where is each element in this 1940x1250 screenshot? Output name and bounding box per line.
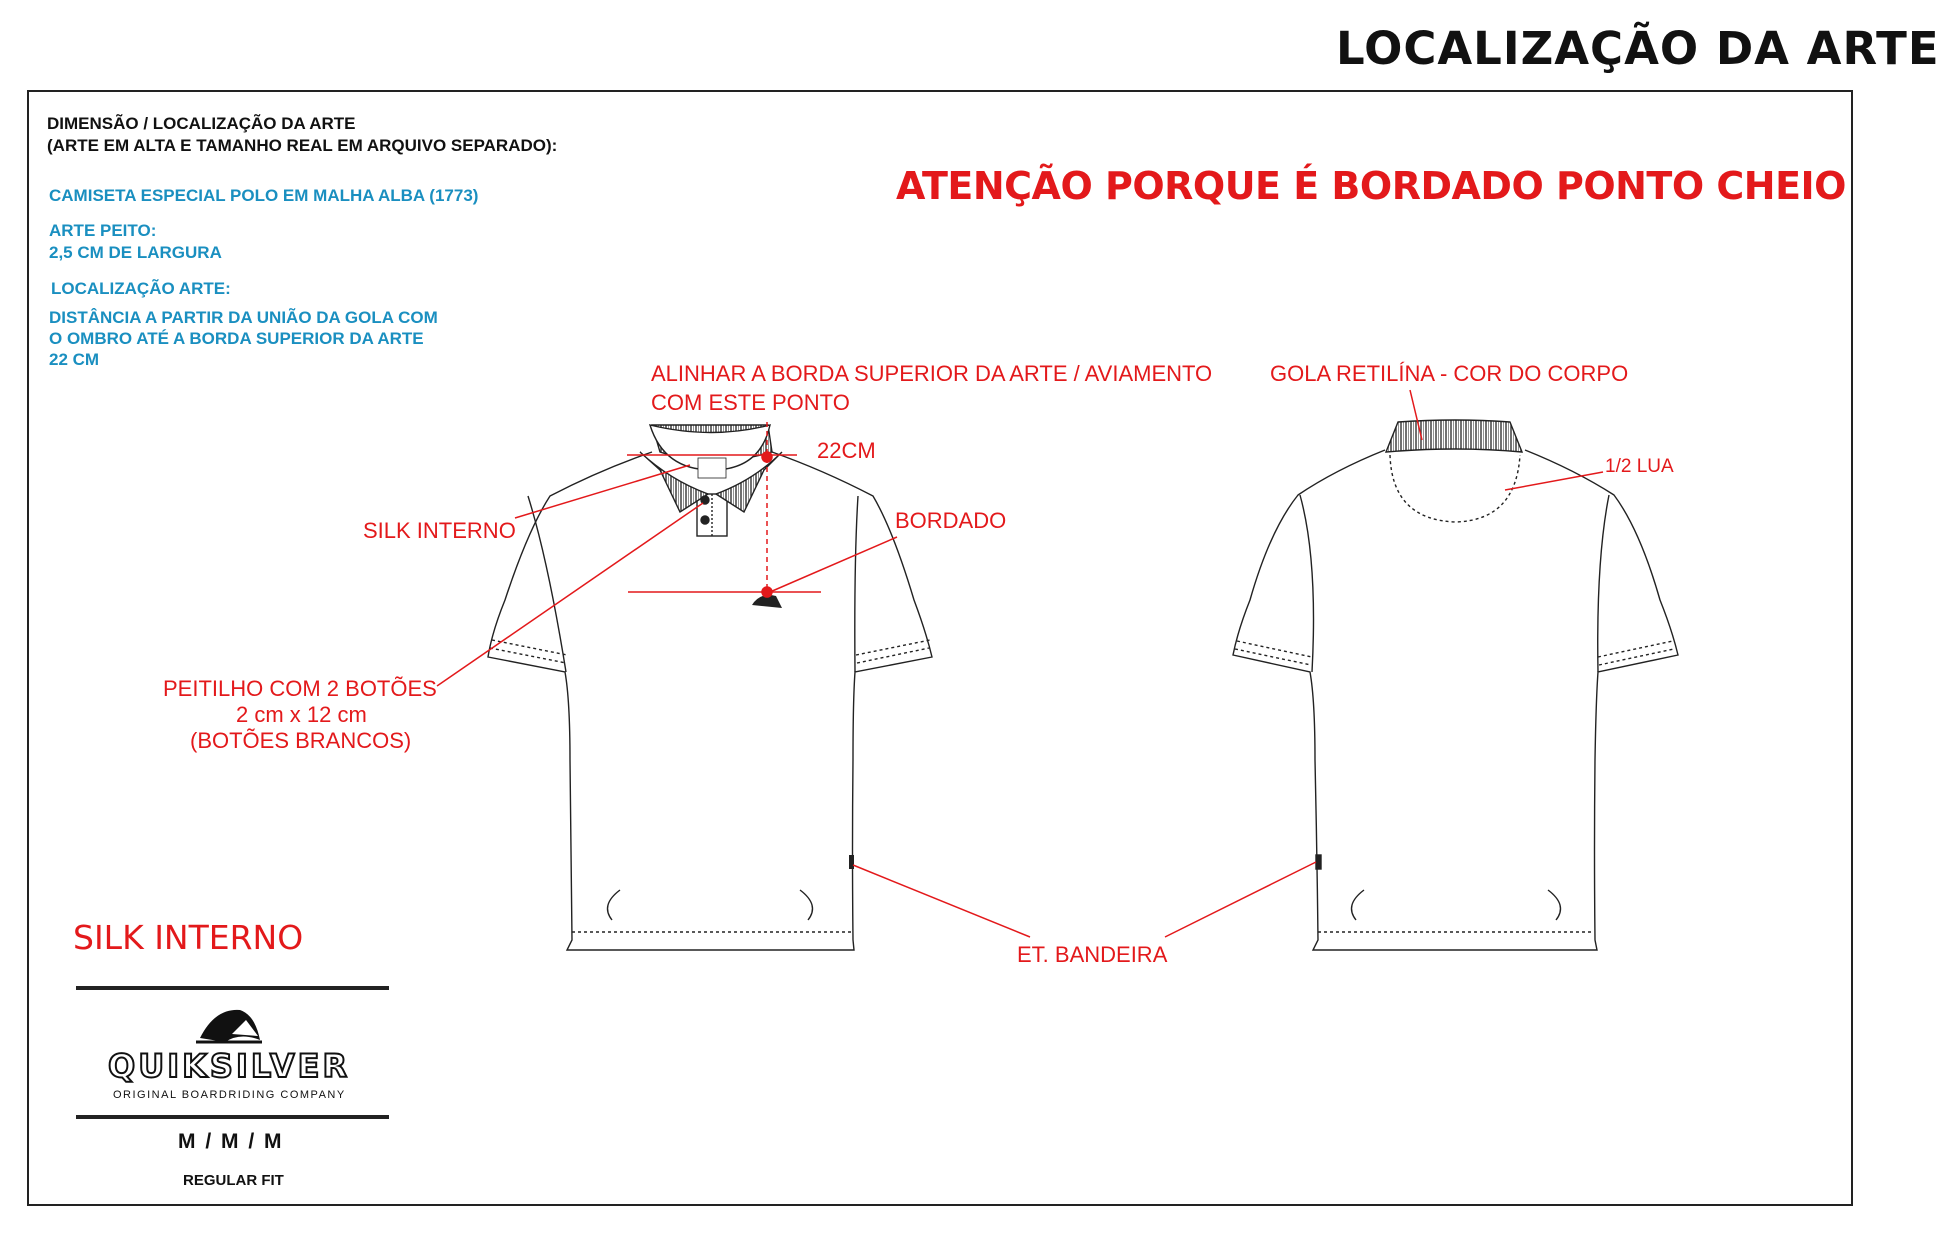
localizacao-line-2: O OMBRO ATÉ A BORDA SUPERIOR DA ARTE [49, 329, 424, 348]
product-name: CAMISETA ESPECIAL POLO EM MALHA ALBA (1773) [49, 186, 479, 205]
peitilho-line-3: (BOTÕES BRANCOS) [190, 728, 412, 753]
silk-interno-label: SILK INTERNO [363, 518, 516, 543]
align-note-line-1: ALINHAR A BORDA SUPERIOR DA ARTE / AVIAMENTO [651, 361, 1213, 386]
header-line-1: DIMENSÃO / LOCALIZAÇÃO DA ARTE [47, 114, 356, 133]
localizacao-line-1: DISTÂNCIA A PARTIR DA UNIÃO DA GOLA COM [49, 308, 438, 327]
fit-text: REGULAR FIT [183, 1172, 284, 1189]
align-note-line-2: COM ESTE PONTO [651, 390, 850, 415]
page-title: LOCALIZAÇÃO DA ARTE [1336, 22, 1940, 75]
peitilho-line-2: 2 cm x 12 cm [236, 702, 367, 727]
meia-lua-label: 1/2 LUA [1605, 456, 1674, 477]
warning-heading: ATENÇÃO PORQUE É BORDADO PONTO CHEIO [896, 164, 1846, 208]
measure-label: 22CM [817, 438, 876, 463]
arte-peito-label: ARTE PEITO: [49, 221, 157, 240]
gola-label: GOLA RETILÍNA - COR DO CORPO [1270, 361, 1629, 386]
header-line-2: (ARTE EM ALTA E TAMANHO REAL EM ARQUIVO SEPARADO): [47, 136, 558, 155]
silk-interno-title: SILK INTERNO [73, 918, 304, 957]
peitilho-line-1: PEITILHO COM 2 BOTÕES [163, 676, 437, 701]
localizacao-label: LOCALIZAÇÃO ARTE: [51, 279, 231, 298]
brand-tagline: ORIGINAL BOARDRIDING COMPANY [113, 1089, 346, 1101]
label-bottom-rule [76, 1115, 389, 1119]
localizacao-line-3: 22 CM [49, 350, 100, 369]
size-text: M / M / M [178, 1130, 284, 1153]
brand-wordmark: QUIKSILVER [108, 1047, 351, 1085]
arte-peito-value: 2,5 CM DE LARGURA [49, 243, 222, 262]
etiqueta-label: ET. BANDEIRA [1017, 942, 1168, 967]
bordado-label: BORDADO [895, 508, 1007, 533]
